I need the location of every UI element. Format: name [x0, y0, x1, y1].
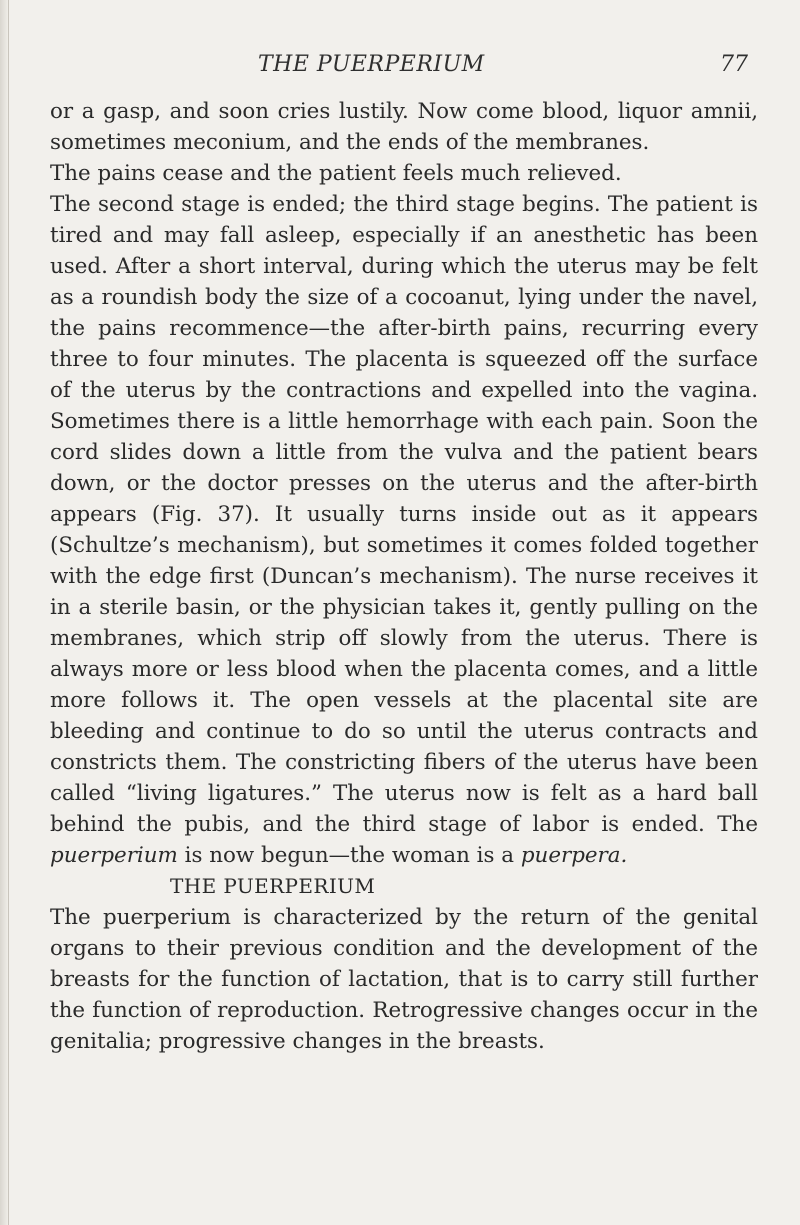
page-fold-line	[8, 0, 9, 1225]
term-puerperium: puerperium	[50, 843, 178, 868]
paragraph-3	[50, 189, 758, 871]
page-number: 77	[720, 52, 748, 77]
paragraph-4: The puerperium is characterized by the return of the genital organs to their previous condition and the development of the breasts for the function of lactation, that is to carry still further the function of reproduction. Retrogressive changes occur in the genitalia; progressive changes in the breasts.	[50, 905, 758, 1054]
paragraph-3-text: The second stage is ended; the third stage begins. The patient is tired and may fall asleep, especially if an anesthetic has been used. After a short interval, during which the uterus may be felt as a roundish body the size of a cocoanut, lying under the navel, the pains recommence—the after-birth pains, recurring every three to four minutes. The placenta is squeezed off the surface of the uterus by the contractions and expelled into the vagina. Sometimes there is a little hemorrhage with each pain. Soon the cord slides down a little from the vulva and the patient bears down, or the doctor presses on the uterus and the after-birth appears (Fig. 37). It usually turns inside out as it appears (Schultze’s mechanism), but sometimes it comes folded together with the edge first (Duncan’s mechanism). The nurse receives it in a sterile basin, or the physician takes it, gently pulling on the membranes, which strip off slowly from the uterus. There is always more or less blood when the placenta comes, and a little more follows it. The open vessels at the placental site are bleeding and continue to do so until the uterus contracts and constricts them. The constricting fibers of the uterus have been called “living ligatures.” The uterus now is felt as a hard ball behind the pubis, and the third stage of labor is ended. The	[50, 192, 758, 837]
paragraph-1: or a gasp, and soon cries lustily. Now come blood, liquor amnii, sometimes meconium, and the ends of the membranes.	[50, 99, 758, 155]
page-edge-shadow	[0, 0, 8, 1225]
paragraph-3-mid: is now begun—the woman is a	[184, 843, 515, 868]
paragraph-2: The pains cease and the patient feels much relieved.	[50, 161, 622, 186]
running-title: THE PUERPERIUM	[258, 52, 485, 77]
body-text	[50, 96, 758, 1057]
term-puerpera: puerpera.	[520, 843, 628, 868]
running-header	[0, 52, 800, 82]
section-heading: THE PUERPERIUM	[170, 874, 376, 898]
